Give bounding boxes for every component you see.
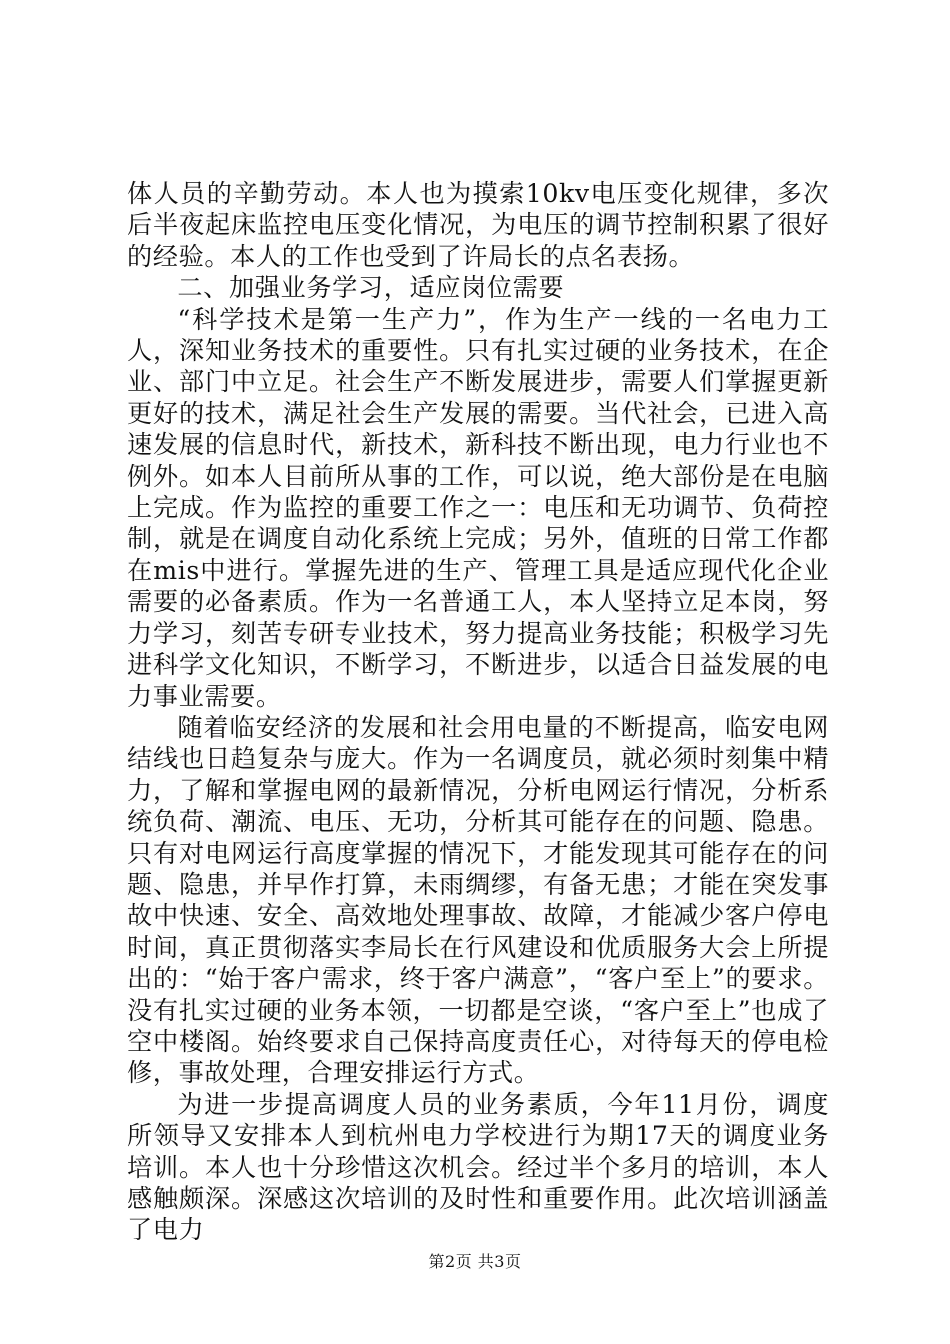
paragraph-business-study: “科学技术是第一生产力”，作为生产一线的一名电力工人，深知业务技术的重要性。只有扎实过硬的业务技术，在企业、部门中立足。社会生产不断发展进步，需要人们掌握更新更好的技术，满足社会生产发展的需要。当代社会，已进入高速发展的信息时代，新技术，新科技不断出现，电力行业也不例外。如本人目前所从事的工作，可以说，绝大部份是在电脑上完成。作为监控的重要工作之一：电压和无功调节、负荷控制，就是在调度自动化系统上完成；另外，值班的日常工作都在mis中进行。掌握先进的生产、管理工具是适应现代化企业需要的必备素质。作为一名普通工人，本人坚持立足本岗，努力学习，刻苦专研专业技术，努力提高业务技能；积极学习先进科学文化知识，不断学习，不断进步，以适合日益发展的电力事业需要。 (127, 304, 829, 711)
paragraph-grid-operation: 随着临安经济的发展和社会用电量的不断提高，临安电网结线也日趋复杂与庞大。作为一名调度员，就必须时刻集中精力，了解和掌握电网的最新情况，分析电网运行情况，分析系统负荷、潮流、电压、无功，分析其可能存在的问题、隐患。只有对电网运行高度掌握的情况下，才能发现其可能存在的问题、隐患，并早作打算，未雨绸缪，有备无患；才能在突发事故中快速、安全、高效地处理事故、故障，才能减少客户停电时间，真正贯彻落实李局长在行风建设和优质服务大会上所提出的：“始于客户需求，终于客户满意”，“客户至上”的要求。没有扎实过硬的业务本领，一切都是空谈，“客户至上”也成了空中楼阁。始终要求自己保持高度责任心，对待每天的停电检修，事故处理，合理安排运行方式。 (127, 712, 829, 1088)
document-body (127, 178, 829, 1246)
paragraph-training: 为进一步提高调度人员的业务素质，今年11月份，调度所领导又安排本人到杭州电力学校进行为期17天的调度业务培训。本人也十分珍惜这次机会。经过半个多月的培训，本人感触颇深。深感这次培训的及时性和重要作用。此次培训涵盖了电力 (127, 1089, 829, 1245)
paragraph-continuation: 体人员的辛勤劳动。本人也为摸索10kv电压变化规律，多次后半夜起床监控电压变化情况，为电压的调节控制积累了很好的经验。本人的工作也受到了许局长的点名表扬。 (127, 179, 829, 271)
section-heading: 二、加强业务学习，适应岗位需要 (177, 273, 565, 303)
page-number-footer: 第2页 共3页 (428, 1252, 522, 1271)
